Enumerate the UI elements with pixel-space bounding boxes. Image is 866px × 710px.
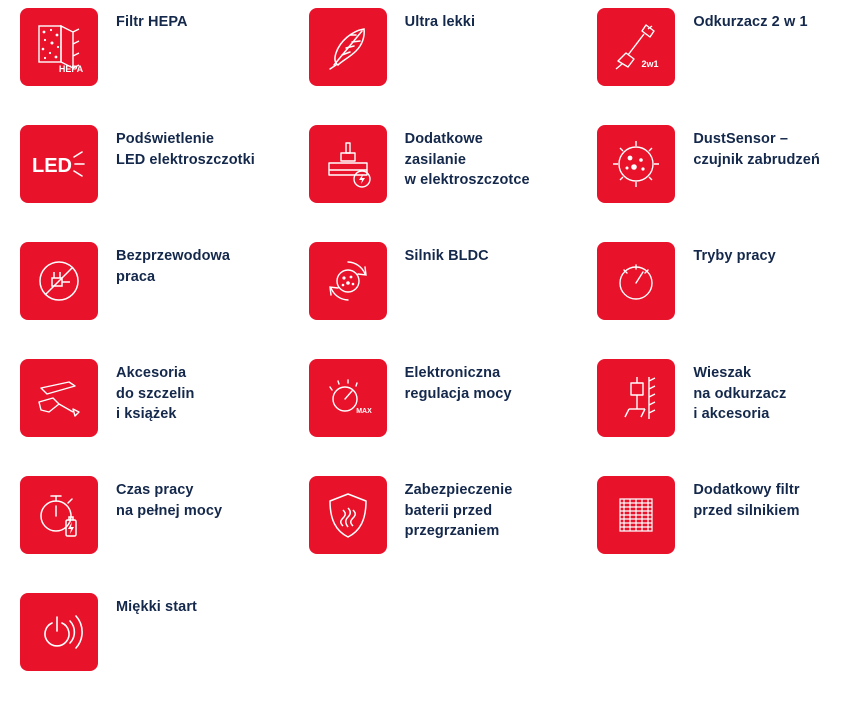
- feature-label: [405, 242, 489, 267]
- feature-item: [0, 593, 289, 710]
- feature-label-line: Miękki start: [116, 599, 197, 615]
- feature-label-line: Filtr HEPA: [116, 14, 188, 30]
- feature-label-line: Dodatkowy filtr: [693, 482, 800, 498]
- feature-item: [289, 242, 578, 359]
- wall-hanger-icon: [597, 359, 675, 437]
- feather-icon: [309, 8, 387, 86]
- feature-item: [577, 476, 866, 593]
- feature-label: [405, 125, 530, 191]
- feature-label: [116, 125, 255, 170]
- feature-label-line: Dodatkowe: [404, 131, 483, 147]
- feature-label-line: zasilanie: [404, 151, 467, 168]
- feature-label: [693, 476, 799, 521]
- bldc-motor-icon: [309, 242, 387, 320]
- svg-text:2w1: 2w1: [641, 59, 659, 69]
- feature-item: [577, 242, 866, 359]
- vacuum-2in1-icon: [597, 8, 675, 86]
- feature-item: [289, 359, 578, 476]
- extra-motor-filter-icon: [597, 476, 675, 554]
- led-icon: [20, 125, 98, 203]
- feature-label: [116, 593, 197, 618]
- svg-text:HEPA: HEPA: [58, 64, 84, 74]
- feature-label-line: czujnik zabrudzeń: [693, 151, 820, 168]
- feature-label-line: regulacja mocy: [404, 385, 512, 402]
- svg-text:LED: LED: [32, 155, 72, 177]
- feature-label-line: na odkurzacz: [693, 385, 787, 402]
- feature-label-line: Silnik BLDC: [404, 248, 489, 264]
- feature-label: [116, 359, 194, 425]
- feature-label: [405, 359, 512, 404]
- feature-label: [693, 8, 807, 33]
- feature-label-line: Ultra lekki: [404, 14, 476, 30]
- crevice-brush-accessories-icon: [20, 359, 98, 437]
- feature-item: [289, 125, 578, 242]
- feature-label-line: LED elektroszczotki: [116, 151, 255, 168]
- feature-item: [0, 125, 289, 242]
- feature-item: [577, 359, 866, 476]
- feature-label-line: i książek: [116, 406, 177, 423]
- feature-label: [693, 125, 820, 170]
- feature-label-line: Zabezpieczenie: [404, 482, 513, 498]
- power-knob-icon: [309, 359, 387, 437]
- feature-label: [405, 8, 475, 33]
- feature-label-line: Podświetlenie: [116, 131, 214, 147]
- feature-label: [116, 242, 230, 287]
- feature-label-line: DustSensor –: [693, 131, 788, 147]
- stopwatch-battery-icon: [20, 476, 98, 554]
- feature-label-line: przed silnikiem: [693, 502, 800, 519]
- feature-label-line: Bezprzewodowa: [116, 248, 231, 264]
- feature-label: [116, 8, 188, 33]
- feature-item: [0, 359, 289, 476]
- feature-label-line: i akcesoria: [693, 406, 770, 423]
- feature-item: [0, 476, 289, 593]
- no-cord-icon: [20, 242, 98, 320]
- hepa-filter-icon: [20, 8, 98, 86]
- feature-label-line: Elektroniczna: [404, 365, 501, 381]
- svg-text:MAX: MAX: [355, 408, 372, 415]
- feature-item: [577, 125, 866, 242]
- feature-item: [0, 8, 289, 125]
- feature-label-line: do szczelin: [116, 385, 195, 402]
- feature-item: [577, 8, 866, 125]
- feature-label-line: baterii przed: [404, 502, 493, 519]
- feature-item: [289, 8, 578, 125]
- feature-label-line: Akcesoria: [116, 365, 187, 381]
- shield-battery-protection-icon: [309, 476, 387, 554]
- electrobrush-power-icon: [309, 125, 387, 203]
- feature-label-line: Wieszak: [693, 365, 752, 381]
- feature-label: [116, 476, 222, 521]
- feature-label: [693, 359, 786, 425]
- feature-label-line: na pełnej mocy: [116, 502, 223, 519]
- feature-label-line: Tryby pracy: [693, 248, 776, 264]
- feature-item: [0, 242, 289, 359]
- feature-label: [693, 242, 776, 267]
- feature-label-line: w elektroszczotce: [404, 172, 530, 189]
- dust-sensor-icon: [597, 125, 675, 203]
- soft-start-icon: [20, 593, 98, 671]
- feature-item: [289, 476, 578, 593]
- feature-label-line: praca: [116, 268, 156, 285]
- feature-label-line: Czas pracy: [116, 482, 194, 498]
- feature-label: [405, 476, 513, 542]
- work-modes-dial-icon: [597, 242, 675, 320]
- feature-label-line: Odkurzacz 2 w 1: [693, 14, 808, 30]
- feature-label-line: przegrzaniem: [404, 523, 500, 540]
